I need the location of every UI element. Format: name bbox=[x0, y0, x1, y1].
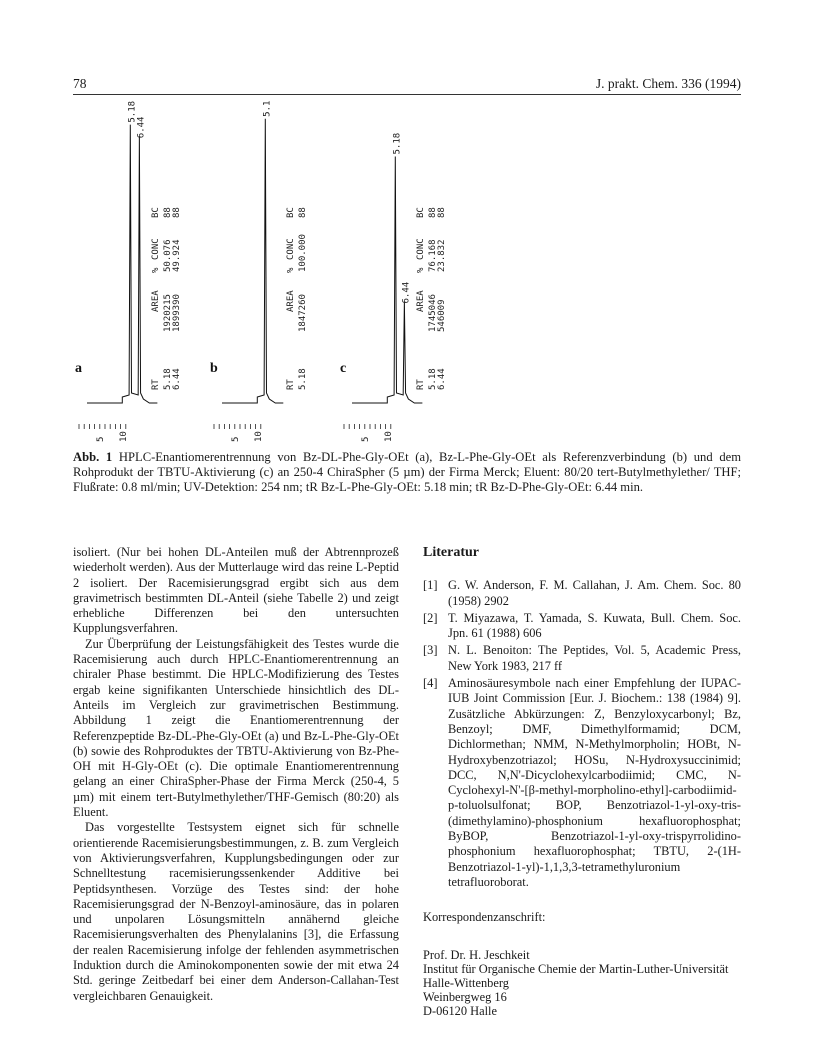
address-line: Halle-Wittenberg bbox=[423, 975, 509, 990]
caption-label: Abb. 1 bbox=[73, 450, 113, 464]
reference-number: [4] bbox=[423, 676, 438, 691]
chromatogram-trace bbox=[352, 157, 422, 404]
chromatogram-svg bbox=[73, 100, 741, 445]
axis-tick-label: 10 bbox=[254, 431, 264, 442]
address-line: D-06120 Halle bbox=[423, 1004, 497, 1019]
panel-label: c bbox=[340, 361, 347, 376]
table-header-area: AREA bbox=[416, 290, 426, 312]
table-header-area: AREA bbox=[151, 290, 161, 312]
table-cell-bc: 88 bbox=[298, 207, 308, 218]
table-header-percent: % bbox=[416, 267, 426, 273]
peak-rt-label: 5.18 bbox=[392, 132, 403, 155]
chromatogram-trace bbox=[222, 119, 283, 403]
reference-text: N. L. Benoiton: The Peptides, Vol. 5, Academic Press, New York 1983, 217 ff bbox=[448, 643, 741, 673]
reference-text: G. W. Anderson, F. M. Callahan, J. Am. Chem. Soc. 80 (1958) 2902 bbox=[448, 578, 741, 608]
table-cell-bc: 88 bbox=[428, 207, 438, 218]
table-cell-percent: 49.924 bbox=[172, 239, 182, 272]
table-cell-area: 1745046 bbox=[428, 294, 438, 332]
address-line: Weinbergweg 16 bbox=[423, 990, 507, 1005]
reference-list bbox=[423, 578, 741, 890]
axis-tick-label: 5 bbox=[96, 436, 106, 442]
table-header-percent: % bbox=[286, 267, 296, 273]
reference-number: [3] bbox=[423, 643, 438, 658]
reference-item bbox=[423, 578, 741, 609]
chromatogram-figure bbox=[73, 100, 741, 445]
table-header-percent: % bbox=[151, 267, 161, 273]
reference-item bbox=[423, 611, 741, 642]
table-cell-percent: 76.168 bbox=[428, 239, 438, 272]
axis-tick-label: 10 bbox=[384, 431, 394, 442]
journal-citation: J. prakt. Chem. 336 (1994) bbox=[595, 76, 741, 91]
table-cell-rt: 5.18 bbox=[298, 368, 308, 390]
table-cell-bc: 88 bbox=[163, 207, 173, 218]
reference-text: Aminosäuresymbole nach einer Empfehlung der IUPAC-IUB Joint Commission [Eur. J. Biochem.: 138 (1984) 9]. Zusätzliche Abkürzungen: Z, Benzyloxycarbonyl; Bz, Benzoyl; DMF, Dimethylformamid; DCM, Dichlormethan; NMM, N-Methylmorpholin; HOBt, N-Hydroxybenzotriazol; HOSu, N-Hydroxysuccinimid; DCC, N,N'-Dicyclohexylcarbodiimid; CMC, N-Cyclohexyl-N'-[β-methyl-morpholino-ethyl]-carbodiimid-p-toluolsulfonat; BOP, Benzotriazol-1-yl-oxy-tris-(dimethylamino)-phosphonium hexafluorophosphat; ByBOP, Benzotriazol-1-yl-oxy-trispyrrolidino-phosphonium hexafluorophosphat; TBTU, 2-(1H-Benzotriazol-1-yl)-1,1,3,3-tetramethyluronium tetrafluoroborat. bbox=[448, 676, 741, 889]
table-header-area: AREA bbox=[286, 290, 296, 312]
peak-rt-label: 6.44 bbox=[136, 116, 147, 139]
table-cell-area: 1847260 bbox=[298, 294, 308, 332]
table-cell-area: 1920215 bbox=[163, 294, 173, 332]
chromatogram-trace bbox=[87, 125, 157, 403]
peak-rt-label: 5.18 bbox=[262, 100, 273, 117]
paragraph-1: isoliert. (Nur bei hohen DL-Anteilen muß der Abtrennprozeß wiederholt werden). Aus der Mutterlauge wird das reine L-Peptid 2 isoliert. Der Racemisierungsgrad ergibt sich aus dem gravimetrisch bestimmten DL-Anteil (siehe Tabelle 2) und zeigt erhebliche Differenzen bei den untersuchten Kupplungsverfahren. bbox=[73, 545, 399, 636]
table-header-bc: BC bbox=[416, 207, 426, 218]
table-cell-area: 546009 bbox=[437, 299, 447, 332]
table-header-rt: RT bbox=[151, 379, 161, 390]
correspondence-label: Korrespondenzanschrift: bbox=[423, 910, 546, 925]
body-text-left bbox=[73, 545, 399, 1004]
table-cell-percent: 50.076 bbox=[163, 239, 173, 272]
table-cell-bc: 88 bbox=[437, 207, 447, 218]
table-cell-percent: 23.832 bbox=[437, 239, 447, 272]
caption-text: HPLC-Enantiomerentrennung von Bz-DL-Phe-Gly-OEt (a), Bz-L-Phe-Gly-OEt als Referenzverbindung (b) und dem Rohprodukt der TBTU-Aktivierung (c) an 250-4 ChiraSpher (5 µm) der Firma Merck; Eluent: 80/20 tert-Butylmethylether/ THF; Flußrate: 0.8 ml/min; UV-Detektion: 254 nm; tR Bz-L-Phe-Gly-OEt: 5.18 min; tR Bz-D-Phe-Gly-OEt: 6.44 min. bbox=[73, 450, 742, 495]
table-cell-percent: 100.000 bbox=[298, 234, 308, 272]
correspondence-address bbox=[423, 948, 741, 1019]
reference-item bbox=[423, 676, 741, 890]
table-header-rt: RT bbox=[286, 379, 296, 390]
table-cell-rt: 5.18 bbox=[163, 368, 173, 390]
table-cell-bc: 88 bbox=[172, 207, 182, 218]
reference-number: [1] bbox=[423, 578, 438, 593]
table-header-conc: CONC bbox=[416, 238, 426, 260]
header-rule bbox=[73, 94, 741, 95]
axis-tick-label: 5 bbox=[231, 436, 241, 442]
figure-caption bbox=[73, 450, 741, 496]
table-cell-area: 1899390 bbox=[172, 294, 182, 332]
table-cell-rt: 6.44 bbox=[172, 368, 182, 390]
table-cell-rt: 5.18 bbox=[428, 368, 438, 390]
reference-number: [2] bbox=[423, 610, 438, 625]
table-cell-rt: 6.44 bbox=[437, 368, 447, 390]
panel-label: b bbox=[210, 361, 218, 376]
peak-rt-label: 6.44 bbox=[401, 281, 412, 304]
address-line: Institut für Organische Chemie der Martin-Luther-Universität bbox=[423, 961, 729, 976]
literature-title: Literatur bbox=[423, 545, 479, 560]
table-header-conc: CONC bbox=[151, 238, 161, 260]
axis-tick-label: 10 bbox=[119, 431, 129, 442]
peak-rt-label: 5.18 bbox=[127, 100, 138, 123]
page-number: 78 bbox=[73, 76, 87, 91]
table-header-bc: BC bbox=[286, 207, 296, 218]
address-line: Prof. Dr. H. Jeschkeit bbox=[423, 947, 530, 962]
table-header-conc: CONC bbox=[286, 238, 296, 260]
axis-tick-label: 5 bbox=[361, 436, 371, 442]
literature-column bbox=[423, 545, 741, 1019]
table-header-bc: BC bbox=[151, 207, 161, 218]
table-header-rt: RT bbox=[416, 379, 426, 390]
reference-item bbox=[423, 643, 741, 674]
paragraph-3: Das vorgestellte Testsystem eignet sich für schnelle orientierende Racemisierungsbestimmungen, z. B. zum Vergleich von Aktivierungsverfahren, Kupplungsbedingungen oder zur Schnelltestung racemisierungssenkender Additive bei Peptidsynthesen. Vorzüge des Testes sind: der hohe Racemisierungsgrad der N-Benzoyl-aminosäure, das in polaren und unpolaren Lösungsmitteln annähernd gleiche Racemisierungsverhalten des Phenylalanins [3], die Erfassung der realen Racemisierung infolge der fehlenden asymmetrischen Induktion durch die Aminokomponenten sowie der mit etwa 24 Std. geringe Zeitbedarf bei einer dem Anderson-Callahan-Test vergleichbaren Genauigkeit. bbox=[73, 820, 399, 1003]
panel-label: a bbox=[75, 361, 82, 376]
paragraph-2: Zur Überprüfung der Leistungsfähigkeit des Testes wurde die Racemisierung auch durch HPLC-Enantiomerentrennung an chiraler Phase bestimmt. Die HPLC-Modifizierung des Testes ergab keine signifikanten Unterschiede hinsichtlich des DL-Anteils im Vergleich zur gravimetrischen Bestimmung. Abbildung 1 zeigt die Enantiomerentrennung der Referenzpeptide Bz-DL-Phe-Gly-OEt (a) und Bz-L-Phe-Gly-OEt (b) sowie des Rohproduktes der TBTU-Aktivierung von Bz-Phe-OH mit H-Gly-OEt (c). Die optimale Enantiomerentrennung gelang an einer ChiraSpher-Phase der Firma Merck (250-4, 5 µm) mit einem tert-Butylmethylether/THF-Gemisch (80:20) als Eluent. bbox=[73, 636, 399, 820]
reference-text: T. Miyazawa, T. Yamada, S. Kuwata, Bull. Chem. Soc. Jpn. 61 (1988) 606 bbox=[448, 610, 741, 641]
